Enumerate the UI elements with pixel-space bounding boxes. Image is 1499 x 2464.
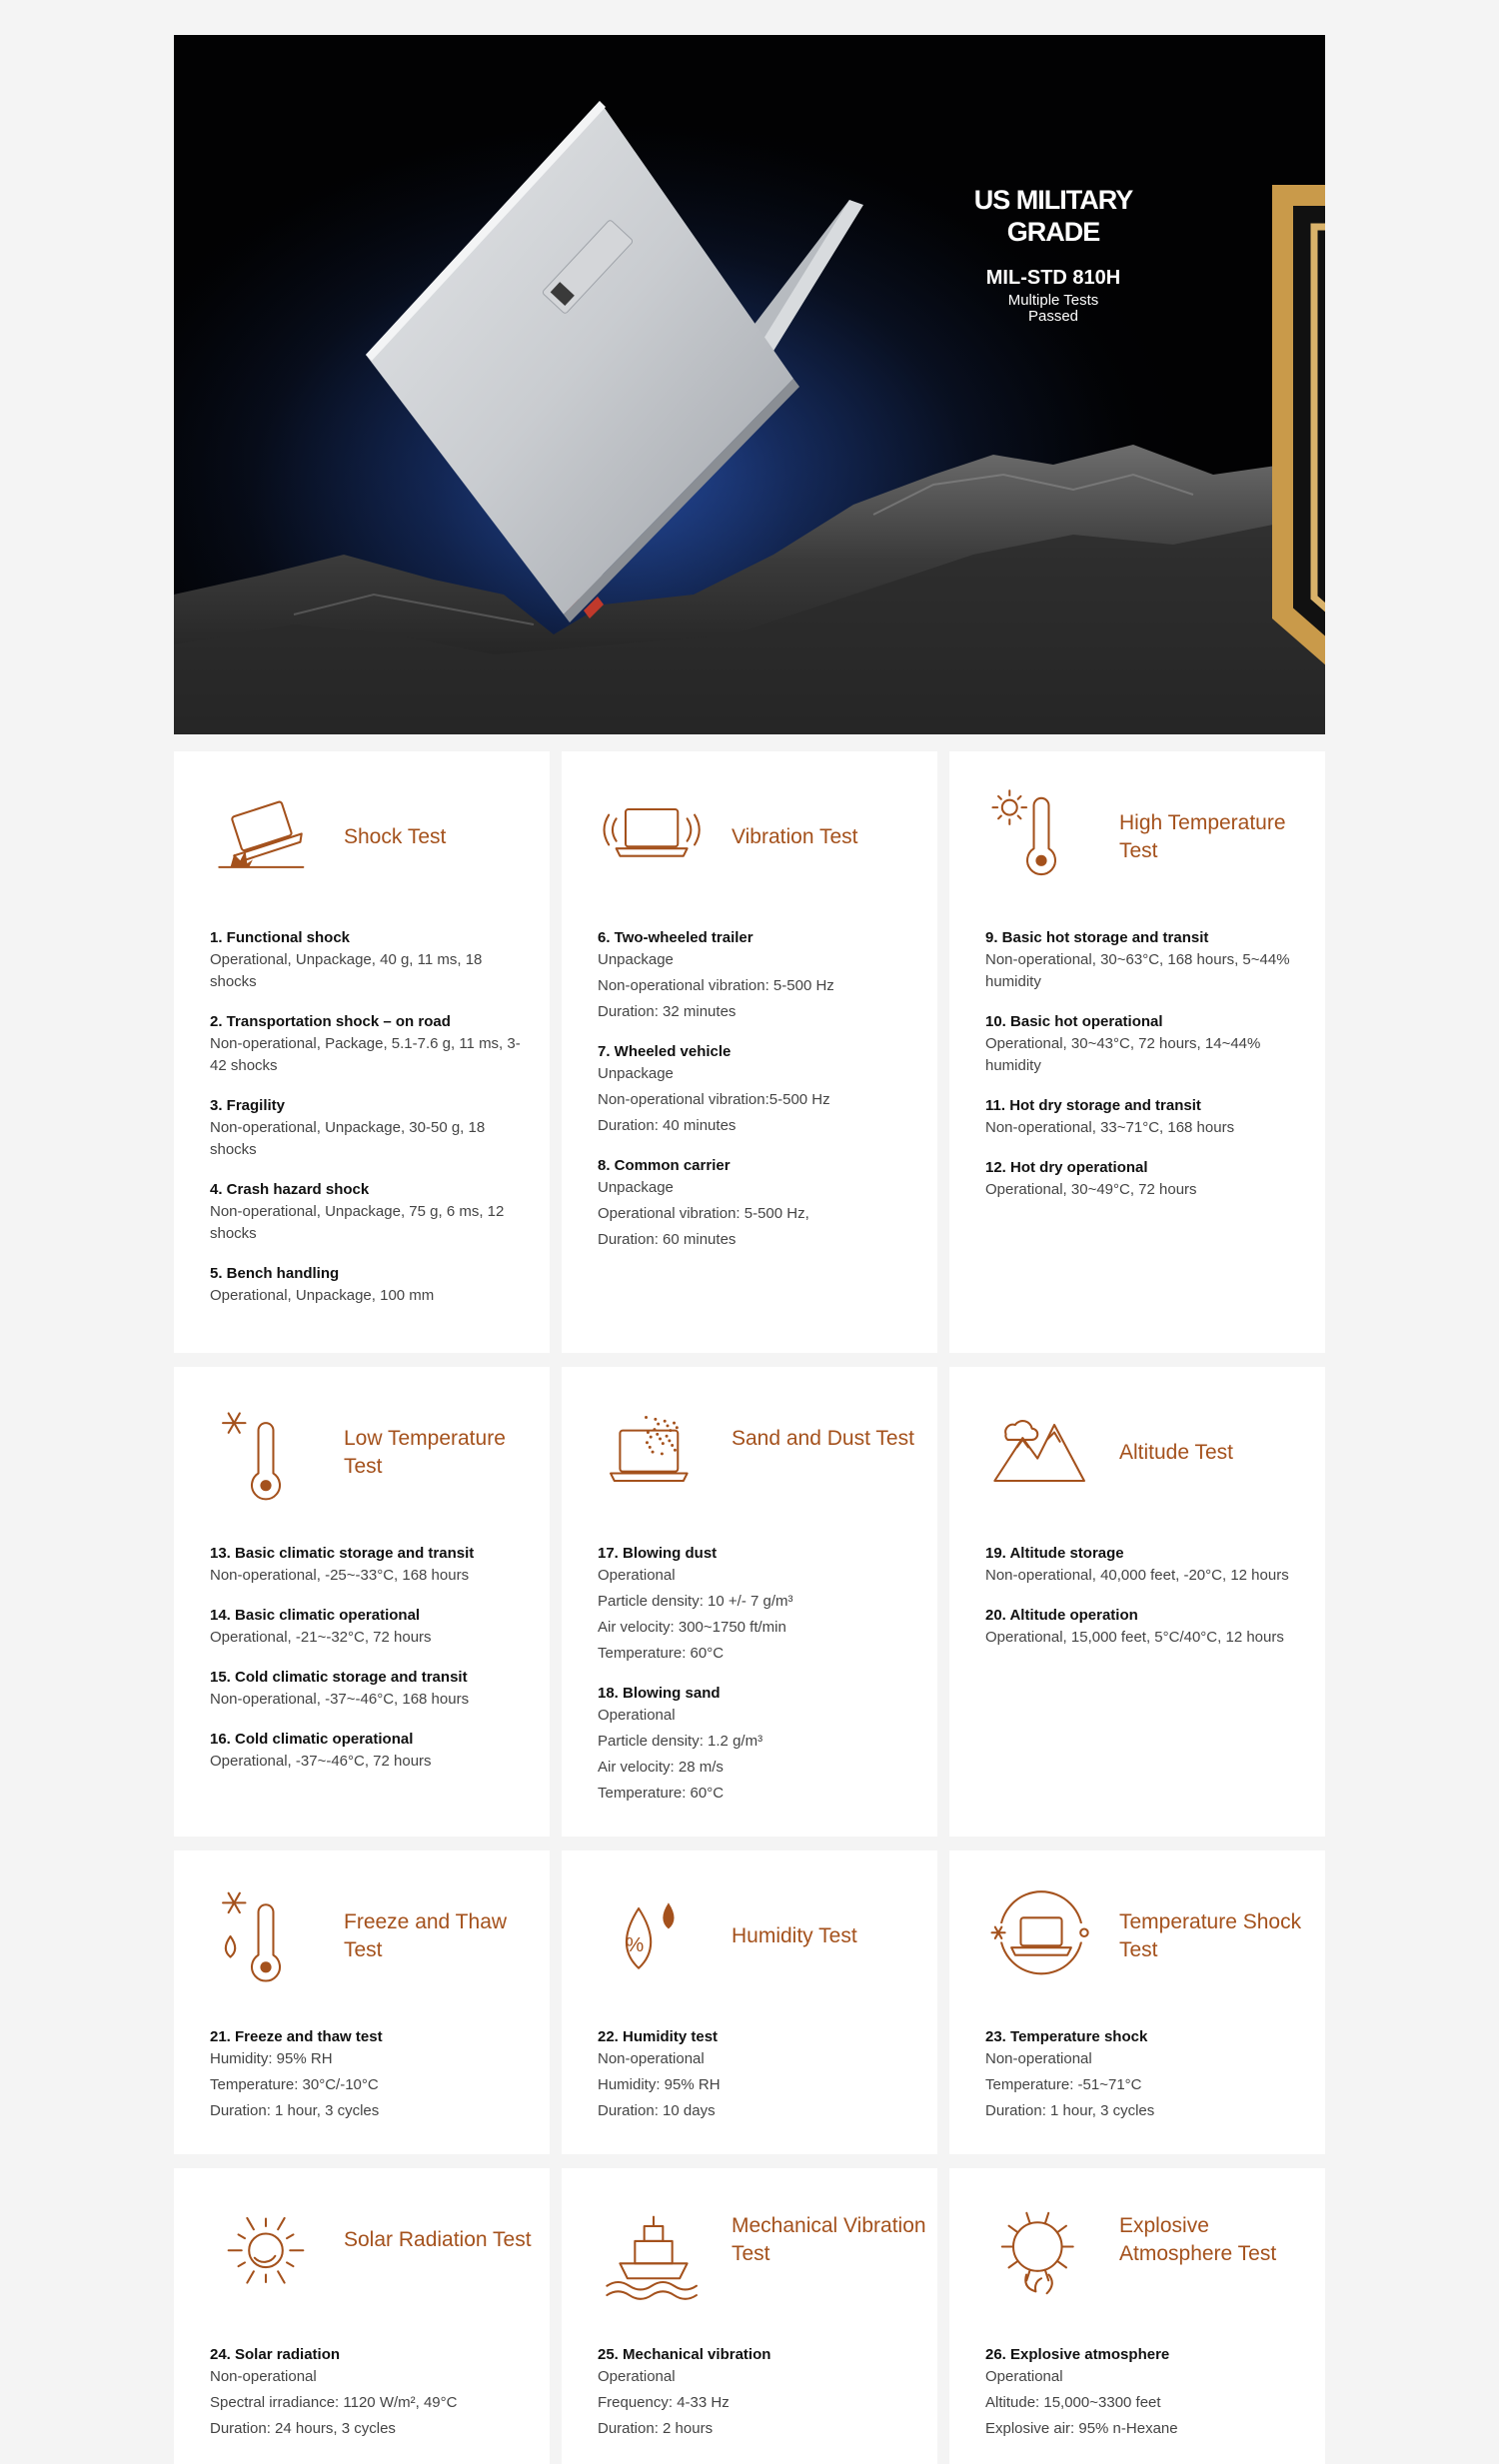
card-title: High Temperature Test [1119, 811, 1286, 862]
test-item-detail: Non-operational vibration:5-500 Hz [598, 1091, 830, 1108]
test-card [174, 1367, 550, 1837]
mountains-icon [985, 1397, 1097, 1509]
test-card [562, 1367, 937, 1837]
test-item [598, 1155, 917, 1251]
test-item-detail: Duration: 40 minutes [598, 1117, 737, 1134]
test-item-detail: Explosive air: 95% n-Hexane [985, 2420, 1178, 2437]
test-item-detail: Duration: 24 hours, 3 cycles [210, 2420, 396, 2437]
test-item [210, 1263, 530, 1307]
card-body [598, 2344, 917, 2458]
card-body [598, 1543, 917, 1823]
test-card [562, 751, 937, 1353]
card-title: Sand and Dust Test [732, 1427, 914, 1450]
test-item-detail: Non-operational, Unpackage, 75 g, 6 ms, 12 shocks [210, 1203, 505, 1242]
shield-icon [969, 171, 1325, 734]
card-title: Freeze and Thaw Test [344, 1910, 508, 1961]
card-body [210, 2344, 530, 2458]
test-item-detail: Particle density: 10 +/- 7 g/m³ [598, 1593, 793, 1610]
test-item-detail: Non-operational vibration: 5-500 Hz [598, 977, 834, 994]
test-item [210, 1729, 530, 1773]
test-item-detail: Particle density: 1.2 g/m³ [598, 1733, 763, 1750]
test-item [985, 1605, 1305, 1649]
test-item-detail: Operational [598, 1707, 676, 1724]
svg-text:%: % [626, 1932, 645, 1956]
badge-line-5: Passed [1027, 308, 1079, 325]
test-card [174, 751, 550, 1353]
test-item-detail: Operational [598, 1567, 676, 1584]
test-item-detail: Air velocity: 300~1750 ft/min [598, 1619, 786, 1636]
test-item-detail: Non-operational, 30~63°C, 168 hours, 5~44% humidity [985, 951, 1290, 990]
test-card [174, 1850, 550, 2154]
test-item-title: 12. Hot dry operational [985, 1159, 1148, 1176]
test-item [598, 2026, 917, 2122]
card-body [210, 1543, 530, 1791]
test-item-title: 13. Basic climatic storage and transit [210, 1545, 475, 1562]
test-item-title: 18. Blowing sand [598, 1685, 721, 1702]
sun-icon [210, 2198, 322, 2310]
test-item-title: 24. Solar radiation [210, 2346, 341, 2363]
test-item [985, 1011, 1305, 1077]
test-item-detail: Unpackage [598, 1179, 674, 1196]
test-item-title: 3. Fragility [210, 1097, 286, 1114]
test-card [562, 2168, 937, 2464]
card-body [985, 2344, 1305, 2458]
test-item-detail: Non-operational, Unpackage, 30-50 g, 18 shocks [210, 1119, 486, 1158]
freeze-thaw-icon [210, 1880, 322, 1992]
test-item-detail: Operational, 30~49°C, 72 hours [985, 1181, 1197, 1198]
test-item [210, 927, 530, 993]
sun-thermometer-icon [985, 781, 1097, 893]
test-item-title: 22. Humidity test [598, 2028, 719, 2045]
test-item-detail: Air velocity: 28 m/s [598, 1759, 724, 1776]
test-item [210, 1011, 530, 1077]
test-item-detail: Operational [598, 2368, 676, 2385]
laptop-dust-icon [598, 1397, 710, 1509]
test-item-detail: Non-operational [985, 2050, 1092, 2067]
test-item-title: 11. Hot dry storage and transit [985, 1097, 1201, 1114]
card-body [985, 927, 1305, 1219]
test-item [210, 1543, 530, 1587]
test-item-detail: Non-operational, -37~-46°C, 168 hours [210, 1691, 470, 1708]
test-item-detail: Unpackage [598, 951, 674, 968]
test-item-detail: Temperature: -51~71°C [985, 2076, 1142, 2093]
test-item-title: 7. Wheeled vehicle [598, 1043, 732, 1060]
test-item-title: 19. Altitude storage [985, 1545, 1124, 1562]
laptop-temperature-cycle-icon [985, 1880, 1097, 1992]
test-card [949, 1367, 1325, 1837]
test-item-title: 17. Blowing dust [598, 1545, 718, 1562]
test-item [985, 1157, 1305, 1201]
test-item-detail: Duration: 60 minutes [598, 1231, 737, 1248]
test-item-detail: Unpackage [598, 1065, 674, 1082]
test-item-detail: Operational, 30~43°C, 72 hours, 14~44% humidity [985, 1035, 1261, 1074]
test-item-detail: Humidity: 95% RH [210, 2050, 333, 2067]
test-item-detail: Operational vibration: 5-500 Hz, [598, 1205, 809, 1222]
test-item-detail: Temperature: 60°C [598, 1645, 725, 1662]
card-body [210, 2026, 530, 2140]
test-item-title: 21. Freeze and thaw test [210, 2028, 383, 2045]
test-item-title: 14. Basic climatic operational [210, 1607, 421, 1624]
humidity-drops-icon [598, 1880, 710, 1992]
test-item-title: 16. Cold climatic operational [210, 1731, 414, 1748]
test-item [598, 1683, 917, 1805]
explosion-icon [985, 2198, 1097, 2310]
card-body [210, 927, 530, 1325]
card-body [598, 2026, 917, 2140]
card-body [985, 1543, 1305, 1667]
test-item-detail: Duration: 32 minutes [598, 1003, 737, 1020]
test-item-detail: Operational [985, 2368, 1063, 2385]
test-card [949, 751, 1325, 1353]
card-title: Mechanical Vibration Test [732, 2214, 926, 2265]
card-title: Low Temperature Test [344, 1427, 506, 1478]
test-item-detail: Non-operational, -25~-33°C, 168 hours [210, 1567, 470, 1584]
test-item [985, 2344, 1305, 2440]
test-item [985, 2026, 1305, 2122]
test-item [210, 1095, 530, 1161]
card-title: Temperature Shock Test [1119, 1910, 1302, 1961]
test-item-title: 6. Two-wheeled trailer [598, 929, 753, 946]
test-item-detail: Duration: 10 days [598, 2102, 716, 2119]
test-item-title: 5. Bench handling [210, 1265, 340, 1282]
badge-line-1: US MILITARY [973, 185, 1133, 215]
test-item-title: 23. Temperature shock [985, 2028, 1148, 2045]
test-card [949, 1850, 1325, 2154]
test-item-title: 20. Altitude operation [985, 1607, 1138, 1624]
test-item-detail: Non-operational [210, 2368, 317, 2385]
test-item-detail: Spectral irradiance: 1120 W/m², 49°C [210, 2394, 458, 2411]
military-grade-badge [969, 171, 1137, 371]
laptop-vibration-icon [598, 781, 710, 893]
test-item-detail: Duration: 1 hour, 3 cycles [985, 2102, 1155, 2119]
test-item-title: 2. Transportation shock – on road [210, 1013, 451, 1030]
card-title: Vibration Test [732, 825, 858, 848]
test-item-detail: Non-operational [598, 2050, 705, 2067]
test-item-detail: Temperature: 60°C [598, 1785, 725, 1802]
test-card [174, 2168, 550, 2464]
card-title: Shock Test [344, 825, 447, 848]
test-item [985, 927, 1305, 993]
test-item [598, 1543, 917, 1665]
test-item [210, 1605, 530, 1649]
snow-thermometer-icon [210, 1397, 322, 1509]
test-item [210, 1179, 530, 1245]
test-item-detail: Operational, 15,000 feet, 5°C/40°C, 12 hours [985, 1629, 1284, 1646]
ship-waves-icon [598, 2198, 710, 2310]
card-body [985, 2026, 1305, 2140]
test-item-detail: Non-operational, 40,000 feet, -20°C, 12 hours [985, 1567, 1289, 1584]
test-item-title: 1. Functional shock [210, 929, 351, 946]
test-item-detail: Humidity: 95% RH [598, 2076, 721, 2093]
test-item-title: 9. Basic hot storage and transit [985, 929, 1209, 946]
test-item-detail: Frequency: 4-33 Hz [598, 2394, 730, 2411]
card-title: Humidity Test [732, 1924, 857, 1947]
card-title: Solar Radiation Test [344, 2228, 532, 2251]
hero-banner [174, 35, 1325, 734]
test-item [985, 1543, 1305, 1587]
test-item-detail: Non-operational, Package, 5.1-7.6 g, 11 ms, 3-42 shocks [210, 1035, 521, 1074]
test-item-title: 8. Common carrier [598, 1157, 731, 1174]
test-item-detail: Non-operational, 33~71°C, 168 hours [985, 1119, 1235, 1136]
test-item-detail: Operational, -37~-46°C, 72 hours [210, 1753, 432, 1770]
test-item [210, 2026, 530, 2122]
test-item [598, 927, 917, 1023]
test-item-detail: Duration: 1 hour, 3 cycles [210, 2102, 380, 2119]
test-item-title: 26. Explosive atmosphere [985, 2346, 1170, 2363]
test-item-detail: Temperature: 30°C/-10°C [210, 2076, 379, 2093]
test-item-detail: Operational, -21~-32°C, 72 hours [210, 1629, 432, 1646]
test-card [562, 1850, 937, 2154]
test-item-title: 15. Cold climatic storage and transit [210, 1669, 468, 1686]
test-item [598, 1041, 917, 1137]
badge-line-2: GRADE [1006, 217, 1100, 247]
card-title: Altitude Test [1119, 1441, 1234, 1464]
test-item-title: 4. Crash hazard shock [210, 1181, 370, 1198]
test-item-detail: Operational, Unpackage, 40 g, 11 ms, 18 shocks [210, 951, 483, 990]
test-item-title: 25. Mechanical vibration [598, 2346, 771, 2363]
badge-line-4: Multiple Tests [1007, 292, 1099, 309]
test-item-title: 10. Basic hot operational [985, 1013, 1163, 1030]
test-card [949, 2168, 1325, 2464]
test-item-detail: Operational, Unpackage, 100 mm [210, 1287, 435, 1304]
laptop-drop-icon [210, 781, 322, 893]
card-title: Explosive Atmosphere Test [1119, 2214, 1277, 2265]
test-item [598, 2344, 917, 2440]
test-item [210, 2344, 530, 2440]
test-item [985, 1095, 1305, 1139]
test-item [210, 1667, 530, 1711]
card-body [598, 927, 917, 1269]
test-item-detail: Duration: 2 hours [598, 2420, 714, 2437]
test-item-detail: Altitude: 15,000~3300 feet [985, 2394, 1161, 2411]
badge-line-3: MIL-STD 810H [985, 267, 1121, 289]
